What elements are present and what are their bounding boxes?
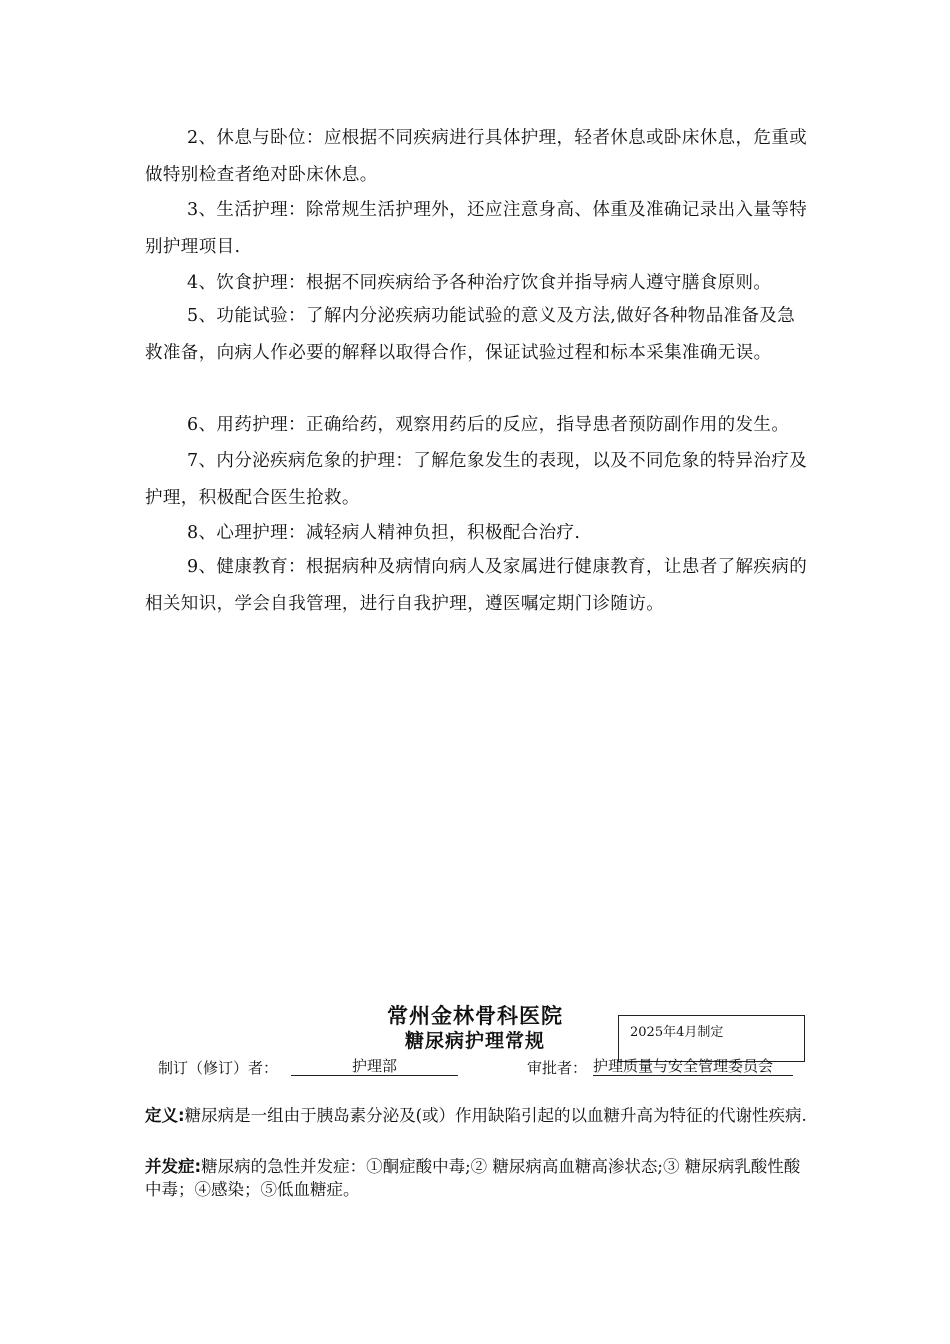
document-title: 糖尿病护理常规 [404,1030,545,1052]
maker-value: 护理部 [291,1057,458,1076]
definition-label: 定义: [145,1106,185,1125]
approver-value: 护理质量与安全管理委员会 [593,1057,793,1076]
definition-block [145,1104,810,1127]
hospital-name: 常州金林骨科医院 [387,1004,563,1028]
paragraph-function-test: 5、功能试验：了解内分泌疾病功能试验的意义及方法,做好各种物品准备及急救准备，向病人作必要的解释以取得合作，保证试验过程和标本采集准确无误。 [145,306,796,363]
paragraph-psychological-care: 8、心理护理：减轻病人精神负担，积极配合治疗. [187,523,581,543]
paragraph-crisis-care: 7、内分泌疾病危象的护理：了解危象发生的表现，以及不同危象的特异治疗及护理，积极配合医生抢救。 [145,451,808,508]
paragraph-health-education: 9、健康教育：根据病种及病情向病人及家属进行健康教育，让患者了解疾病的相关知识，学会自我管理，进行自我护理，遵医嘱定期门诊随访。 [145,557,808,614]
maker-label: 制订（修订）者： [158,1059,279,1077]
approver-label: 审批者： [527,1059,588,1077]
paragraph-diet-care: 4、饮食护理：根据不同疾病给予各种治疗饮食并指导病人遵守膳食原则。 [187,273,772,293]
date-box [618,1015,805,1062]
complication-text: 糖尿病的急性并发症：①酮症酸中毒;② 糖尿病高血糖高渗状态;③ 糖尿病乳酸性酸中毒；④感染；⑤低血糖症。 [145,1157,801,1199]
paragraph-medication-care: 6、用药护理：正确给药，观察用药后的反应，指导患者预防副作用的发生。 [187,415,790,435]
complication-label: 并发症: [145,1157,202,1176]
paragraph-daily-care: 3、生活护理：除常规生活护理外，还应注意身高、体重及准确记录出入量等特别护理项目. [145,200,808,257]
definition-text: 糖尿病是一组由于胰岛素分泌及(或）作用缺陷引起的以血糖升高为特征的代谢性疾病. [184,1106,807,1125]
date-text: 2025年4月制定 [630,1025,724,1040]
paragraph-rest-position: 2、休息与卧位：应根据不同疾病进行具体护理，轻者休息或卧床休息，危重或做特别检查者绝对卧床休息。 [145,128,808,185]
complication-block [145,1155,810,1201]
